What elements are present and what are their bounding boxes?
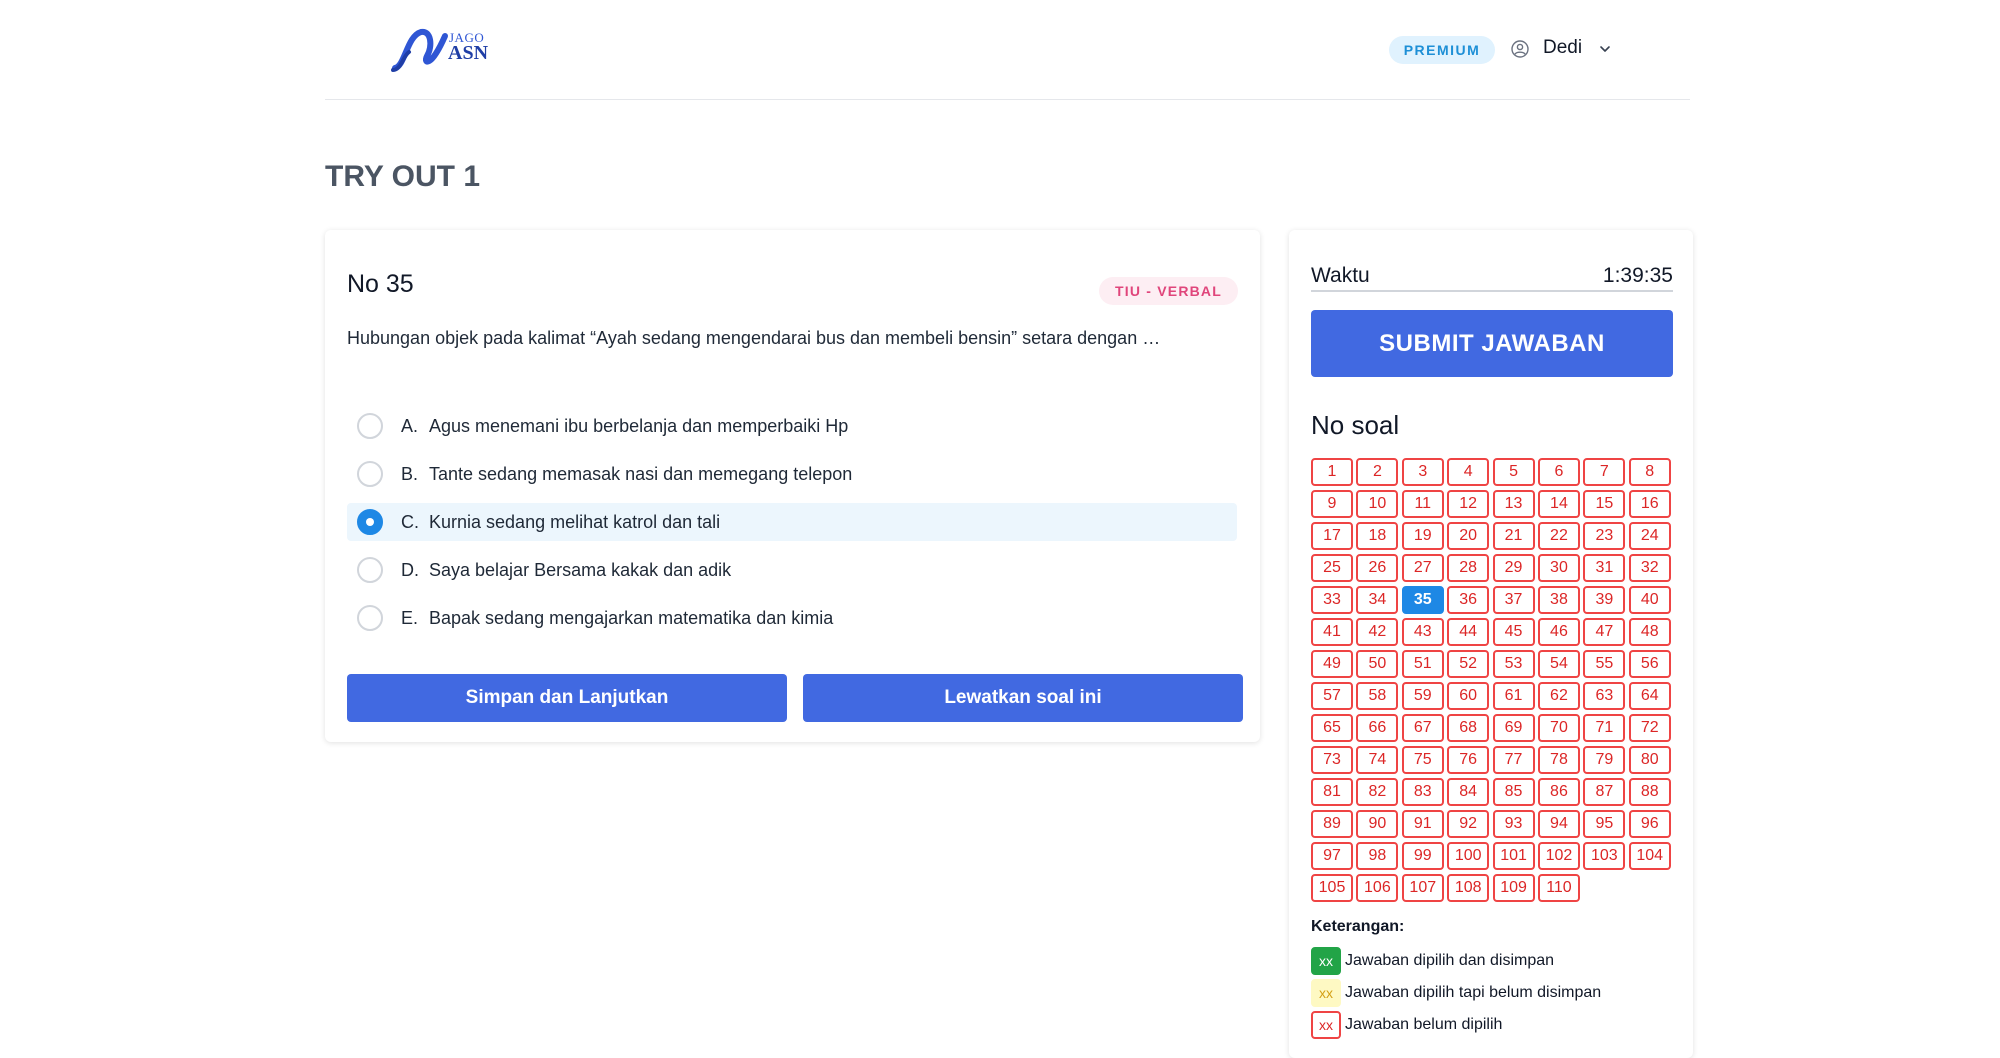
question-number-button[interactable]: 90: [1356, 810, 1398, 838]
question-number-button[interactable]: 47: [1583, 618, 1625, 646]
question-number-button[interactable]: 91: [1402, 810, 1444, 838]
question-number-button[interactable]: 70: [1538, 714, 1580, 742]
question-number-current[interactable]: 35: [1402, 586, 1444, 614]
question-number-button[interactable]: 4: [1447, 458, 1489, 486]
question-number-button[interactable]: 37: [1493, 586, 1535, 614]
option-text: Agus menemani ibu berbelanja dan memperbaiki Hp: [429, 415, 849, 436]
question-number-button[interactable]: 11: [1402, 490, 1444, 518]
question-number-button[interactable]: 54: [1538, 650, 1580, 678]
radio-button[interactable]: [357, 557, 383, 583]
question-number-button[interactable]: 23: [1583, 522, 1625, 550]
timer-value: 1:39:35: [1602, 264, 1673, 287]
question-number-button[interactable]: 2: [1356, 458, 1398, 486]
option-text: Bapak sedang mengajarkan matematika dan kimia: [429, 607, 834, 628]
question-number-button[interactable]: 8: [1629, 458, 1671, 486]
question-number-button[interactable]: 27: [1402, 554, 1444, 582]
question-number-button[interactable]: 7: [1583, 458, 1625, 486]
question-number-button[interactable]: 33: [1311, 586, 1353, 614]
question-text: Hubungan objek pada kalimat “Ayah sedang mengendarai bus dan membeli bensin” setara dengan …: [347, 328, 1161, 348]
question-number-button[interactable]: 29: [1493, 554, 1535, 582]
question-number-button[interactable]: 40: [1629, 586, 1671, 614]
question-number-button[interactable]: 39: [1583, 586, 1625, 614]
question-number-button[interactable]: 17: [1311, 522, 1353, 550]
question-number-button[interactable]: 64: [1629, 682, 1671, 710]
question-number-button[interactable]: 82: [1356, 778, 1398, 806]
question-number-button[interactable]: 21: [1493, 522, 1535, 550]
question-number-button[interactable]: 93: [1493, 810, 1535, 838]
question-number-button[interactable]: 31: [1583, 554, 1625, 582]
question-number-button[interactable]: 61: [1493, 682, 1535, 710]
question-number-button[interactable]: 20: [1447, 522, 1489, 550]
logo-text-top: JAGO: [449, 30, 485, 45]
question-number-button[interactable]: 68: [1447, 714, 1489, 742]
question-number-button[interactable]: 59: [1402, 682, 1444, 710]
question-number-button[interactable]: 52: [1447, 650, 1489, 678]
question-number-button[interactable]: 96: [1629, 810, 1671, 838]
radio-button[interactable]: [357, 413, 383, 439]
question-number-button[interactable]: 14: [1538, 490, 1580, 518]
question-number-button[interactable]: 55: [1583, 650, 1625, 678]
submit-answers-button[interactable]: SUBMIT JAWABAN: [1311, 310, 1673, 377]
timer-label: Waktu: [1311, 264, 1370, 287]
option-b[interactable]: [347, 455, 1237, 493]
legend-swatch-red: xx: [1311, 1011, 1341, 1039]
question-number-button[interactable]: 41: [1311, 618, 1353, 646]
page-title: TRY OUT 1: [325, 160, 481, 193]
question-number-button[interactable]: 24: [1629, 522, 1671, 550]
question-number-button[interactable]: 62: [1538, 682, 1580, 710]
option-a[interactable]: [347, 407, 1237, 445]
option-letter: A.: [401, 415, 419, 436]
question-number-button[interactable]: 56: [1629, 650, 1671, 678]
question-number-button[interactable]: 84: [1447, 778, 1489, 806]
question-number-button[interactable]: 100: [1447, 842, 1489, 870]
legend-item-unsaved: [1311, 978, 1601, 1008]
user-name[interactable]: Dedi: [1543, 37, 1583, 58]
question-number-button[interactable]: 108: [1447, 874, 1489, 902]
top-header: [325, 0, 1690, 100]
question-number-button[interactable]: 98: [1356, 842, 1398, 870]
question-number-button[interactable]: 51: [1402, 650, 1444, 678]
legend-swatch-yellow: xx: [1311, 979, 1341, 1007]
radio-button-selected[interactable]: [357, 509, 383, 535]
question-number-button[interactable]: 85: [1493, 778, 1535, 806]
question-number-button[interactable]: 105: [1311, 874, 1353, 902]
option-letter: B.: [401, 463, 419, 484]
question-number-button[interactable]: 42: [1356, 618, 1398, 646]
question-number-button[interactable]: 78: [1538, 746, 1580, 774]
option-text: Saya belajar Bersama kakak dan adik: [429, 559, 732, 580]
question-number-button[interactable]: 25: [1311, 554, 1353, 582]
question-number-button[interactable]: 86: [1538, 778, 1580, 806]
question-number: No 35: [347, 270, 414, 298]
legend-text: Jawaban dipilih tapi belum disimpan: [1345, 984, 1602, 1001]
question-number-button[interactable]: 75: [1402, 746, 1444, 774]
option-letter: C.: [401, 511, 419, 532]
question-number-grid: [1311, 458, 1681, 902]
question-number-button[interactable]: 45: [1493, 618, 1535, 646]
option-e[interactable]: [347, 599, 1237, 637]
legend-swatch-green: xx: [1311, 947, 1341, 975]
question-number-button[interactable]: 87: [1583, 778, 1625, 806]
question-number-button[interactable]: 99: [1402, 842, 1444, 870]
question-number-button[interactable]: 32: [1629, 554, 1671, 582]
question-number-button[interactable]: 1: [1311, 458, 1353, 486]
question-number-button[interactable]: 13: [1493, 490, 1535, 518]
question-number-button[interactable]: 15: [1583, 490, 1625, 518]
question-number-button[interactable]: 92: [1447, 810, 1489, 838]
option-text: Kurnia sedang melihat katrol dan tali: [429, 511, 721, 532]
chevron-down-icon[interactable]: [1598, 42, 1612, 56]
question-number-button[interactable]: 94: [1538, 810, 1580, 838]
question-number-button[interactable]: 36: [1447, 586, 1489, 614]
question-number-button[interactable]: 73: [1311, 746, 1353, 774]
question-number-button[interactable]: 80: [1629, 746, 1671, 774]
option-letter: D.: [401, 559, 419, 580]
question-number-button[interactable]: 71: [1583, 714, 1625, 742]
save-and-continue-button[interactable]: Simpan dan Lanjutkan: [347, 674, 787, 722]
question-number-button[interactable]: 38: [1538, 586, 1580, 614]
question-card: [325, 230, 1260, 742]
question-number-button[interactable]: 107: [1402, 874, 1444, 902]
jago-asn-logo[interactable]: [391, 26, 511, 74]
question-number-button[interactable]: 101: [1493, 842, 1535, 870]
question-list-title: No soal: [1311, 410, 1400, 440]
legend-title: Keterangan:: [1311, 918, 1405, 935]
question-number-button[interactable]: 12: [1447, 490, 1489, 518]
question-number-button[interactable]: 67: [1402, 714, 1444, 742]
question-number-button[interactable]: 60: [1447, 682, 1489, 710]
question-number-button[interactable]: 89: [1311, 810, 1353, 838]
question-number-button[interactable]: 44: [1447, 618, 1489, 646]
question-number-button[interactable]: 22: [1538, 522, 1580, 550]
navigation-panel: [1289, 230, 1693, 1058]
question-category-badge: TIU - VERBAL: [1099, 277, 1238, 305]
question-number-button[interactable]: 76: [1447, 746, 1489, 774]
question-number-button[interactable]: 49: [1311, 650, 1353, 678]
question-number-button[interactable]: 63: [1583, 682, 1625, 710]
timer: [1311, 254, 1673, 292]
question-number-button[interactable]: 26: [1356, 554, 1398, 582]
legend-item-saved: [1311, 946, 1554, 976]
option-letter: E.: [401, 607, 419, 628]
question-number-button[interactable]: 74: [1356, 746, 1398, 774]
question-number-button[interactable]: 10: [1356, 490, 1398, 518]
legend-text: Jawaban belum dipilih: [1345, 1016, 1503, 1033]
radio-button[interactable]: [357, 461, 383, 487]
question-number-button[interactable]: 102: [1538, 842, 1580, 870]
question-number-button[interactable]: 43: [1402, 618, 1444, 646]
question-number-button[interactable]: 19: [1402, 522, 1444, 550]
answer-options: [347, 407, 1237, 647]
question-number-button[interactable]: 34: [1356, 586, 1398, 614]
question-number-button[interactable]: 6: [1538, 458, 1580, 486]
wave-logo-icon: [391, 26, 451, 74]
question-number-button[interactable]: 66: [1356, 714, 1398, 742]
question-number-button[interactable]: 50: [1356, 650, 1398, 678]
option-d[interactable]: [347, 551, 1237, 589]
question-number-button[interactable]: 83: [1402, 778, 1444, 806]
question-number-button[interactable]: 79: [1583, 746, 1625, 774]
option-text: Tante sedang memasak nasi dan memegang telepon: [429, 463, 853, 484]
premium-badge: PREMIUM: [1389, 36, 1495, 64]
question-number-button[interactable]: 77: [1493, 746, 1535, 774]
question-number-button[interactable]: 95: [1583, 810, 1625, 838]
question-number-button[interactable]: 57: [1311, 682, 1353, 710]
question-number-button[interactable]: 97: [1311, 842, 1353, 870]
question-number-button[interactable]: 58: [1356, 682, 1398, 710]
question-number-button[interactable]: 106: [1356, 874, 1398, 902]
question-number-button[interactable]: 103: [1583, 842, 1625, 870]
user-circle-icon[interactable]: [1511, 40, 1529, 58]
question-number-button[interactable]: 46: [1538, 618, 1580, 646]
question-number-button[interactable]: 16: [1629, 490, 1671, 518]
question-number-button[interactable]: 28: [1447, 554, 1489, 582]
legend-item-unanswered: [1311, 1010, 1502, 1040]
logo-text-bottom: ASN: [448, 42, 489, 64]
question-number-button[interactable]: 53: [1493, 650, 1535, 678]
question-number-button[interactable]: 18: [1356, 522, 1398, 550]
question-number-button[interactable]: 65: [1311, 714, 1353, 742]
question-number-button[interactable]: 110: [1538, 874, 1580, 902]
question-number-button[interactable]: 30: [1538, 554, 1580, 582]
option-c[interactable]: [347, 503, 1237, 541]
legend-text: Jawaban dipilih dan disimpan: [1345, 952, 1555, 969]
question-number-button[interactable]: 5: [1493, 458, 1535, 486]
question-number-button[interactable]: 72: [1629, 714, 1671, 742]
question-number-button[interactable]: 109: [1493, 874, 1535, 902]
question-number-button[interactable]: 81: [1311, 778, 1353, 806]
skip-question-button[interactable]: Lewatkan soal ini: [803, 674, 1243, 722]
question-number-button[interactable]: 104: [1629, 842, 1671, 870]
question-number-button[interactable]: 69: [1493, 714, 1535, 742]
question-number-button[interactable]: 48: [1629, 618, 1671, 646]
question-number-button[interactable]: 9: [1311, 490, 1353, 518]
question-number-button[interactable]: 3: [1402, 458, 1444, 486]
radio-button[interactable]: [357, 605, 383, 631]
question-number-button[interactable]: 88: [1629, 778, 1671, 806]
